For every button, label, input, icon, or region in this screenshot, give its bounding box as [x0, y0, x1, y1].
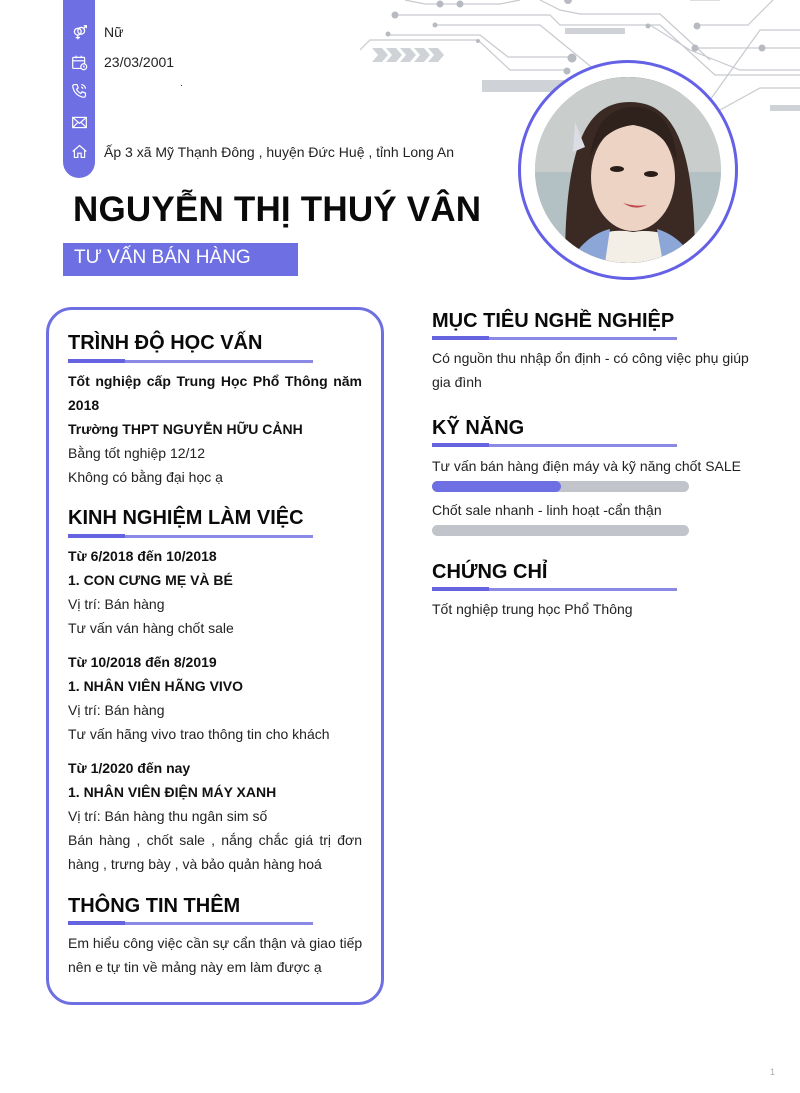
- calendar-icon: [71, 54, 88, 71]
- profile-photo: [535, 77, 721, 263]
- experience-company: 1. NHÂN VIÊN HÃNG VIVO: [68, 678, 244, 694]
- experience-company: 1. NHÂN VIÊN ĐIỆN MÁY XANH: [68, 784, 277, 800]
- education-line: Bằng tốt nghiệp 12/12: [68, 445, 206, 461]
- birthday-text: 23/03/2001: [104, 54, 175, 70]
- job-title-banner: [63, 243, 298, 276]
- experience-company: 1. CON CƯNG MẸ VÀ BÉ: [68, 572, 233, 588]
- education-line: Tốt nghiệp cấp Trung Học Phổ Thông năm 2018: [68, 373, 362, 413]
- skill-level-bar: [432, 525, 689, 536]
- certificates-heading-rule: [432, 588, 677, 591]
- home-icon: [71, 143, 88, 160]
- mail-icon: [71, 114, 88, 131]
- certificates-heading: CHỨNG CHỈ: [432, 561, 548, 583]
- experience-description: Tư vấn hãng vivo trao thông tin cho khách: [68, 726, 330, 742]
- experience-role: Vị trí: Bán hàng: [68, 702, 165, 718]
- experience-heading-rule: [68, 535, 313, 538]
- education-line: Trường THPT NGUYỄN HỮU CẢNH: [68, 421, 303, 437]
- objective-heading: MỤC TIÊU NGHỀ NGHIỆP: [432, 310, 675, 332]
- skill-level-bar: [432, 481, 689, 492]
- profile-photo-frame: [518, 60, 738, 280]
- skills-heading-rule: [432, 444, 677, 447]
- additional-info-heading-rule: [68, 922, 313, 925]
- candidate-name: NGUYỄN THỊ THUÝ VÂN: [73, 190, 482, 229]
- education-heading-rule: [68, 360, 313, 363]
- gender-text: Nữ: [104, 24, 124, 40]
- job-title: TƯ VẤN BÁN HÀNG: [74, 247, 251, 268]
- additional-info-text: Em hiểu công việc cần sự cẩn thận và giao tiếp nên e tự tin về mảng này em làm được ạ: [68, 935, 363, 975]
- additional-info-heading: THÔNG TIN THÊM: [68, 895, 241, 917]
- experience-period: Từ 1/2020 đến nay: [68, 760, 191, 776]
- address-text: Ấp 3 xã Mỹ Thạnh Đông , huyện Đức Huệ , tỉnh Long An: [104, 144, 454, 160]
- gender-icon: [71, 24, 88, 41]
- skills-heading: KỸ NĂNG: [432, 417, 525, 439]
- experience-description: Tư vấn ván hàng chốt sale: [68, 620, 234, 636]
- phone-icon: [71, 82, 88, 99]
- page-number: 1: [770, 1067, 776, 1077]
- skill-label: Chốt sale nhanh - linh hoạt -cẩn thận: [432, 502, 662, 518]
- contact-sidebar: [63, 0, 95, 178]
- phone-text: .: [180, 78, 183, 89]
- objective-heading-rule: [432, 337, 677, 340]
- skill-label: Tư vấn bán hàng điện máy và kỹ năng chốt SALE: [432, 458, 742, 474]
- education-line: Không có bằng đại học ạ: [68, 469, 223, 485]
- experience-heading: KINH NGHIỆM LÀM VIỆC: [68, 507, 304, 529]
- experience-period: Từ 10/2018 đến 8/2019: [68, 654, 217, 670]
- experience-role: Vị trí: Bán hàng: [68, 596, 165, 612]
- skill-level-fill: [432, 481, 561, 492]
- certificate-text: Tốt nghiệp trung học Phổ Thông: [432, 601, 633, 617]
- experience-period: Từ 6/2018 đến 10/2018: [68, 548, 217, 564]
- experience-role: Vị trí: Bán hàng thu ngân sim số: [68, 808, 268, 824]
- education-heading: TRÌNH ĐỘ HỌC VẤN: [68, 332, 263, 354]
- objective-text: Có nguồn thu nhập ổn định - có công việc phụ giúp gia đình: [432, 350, 749, 390]
- experience-description: Bán hàng , chốt sale , nắng chắc giá trị đơn hàng , trưng bày , và bảo quản hàng hoá: [68, 832, 362, 872]
